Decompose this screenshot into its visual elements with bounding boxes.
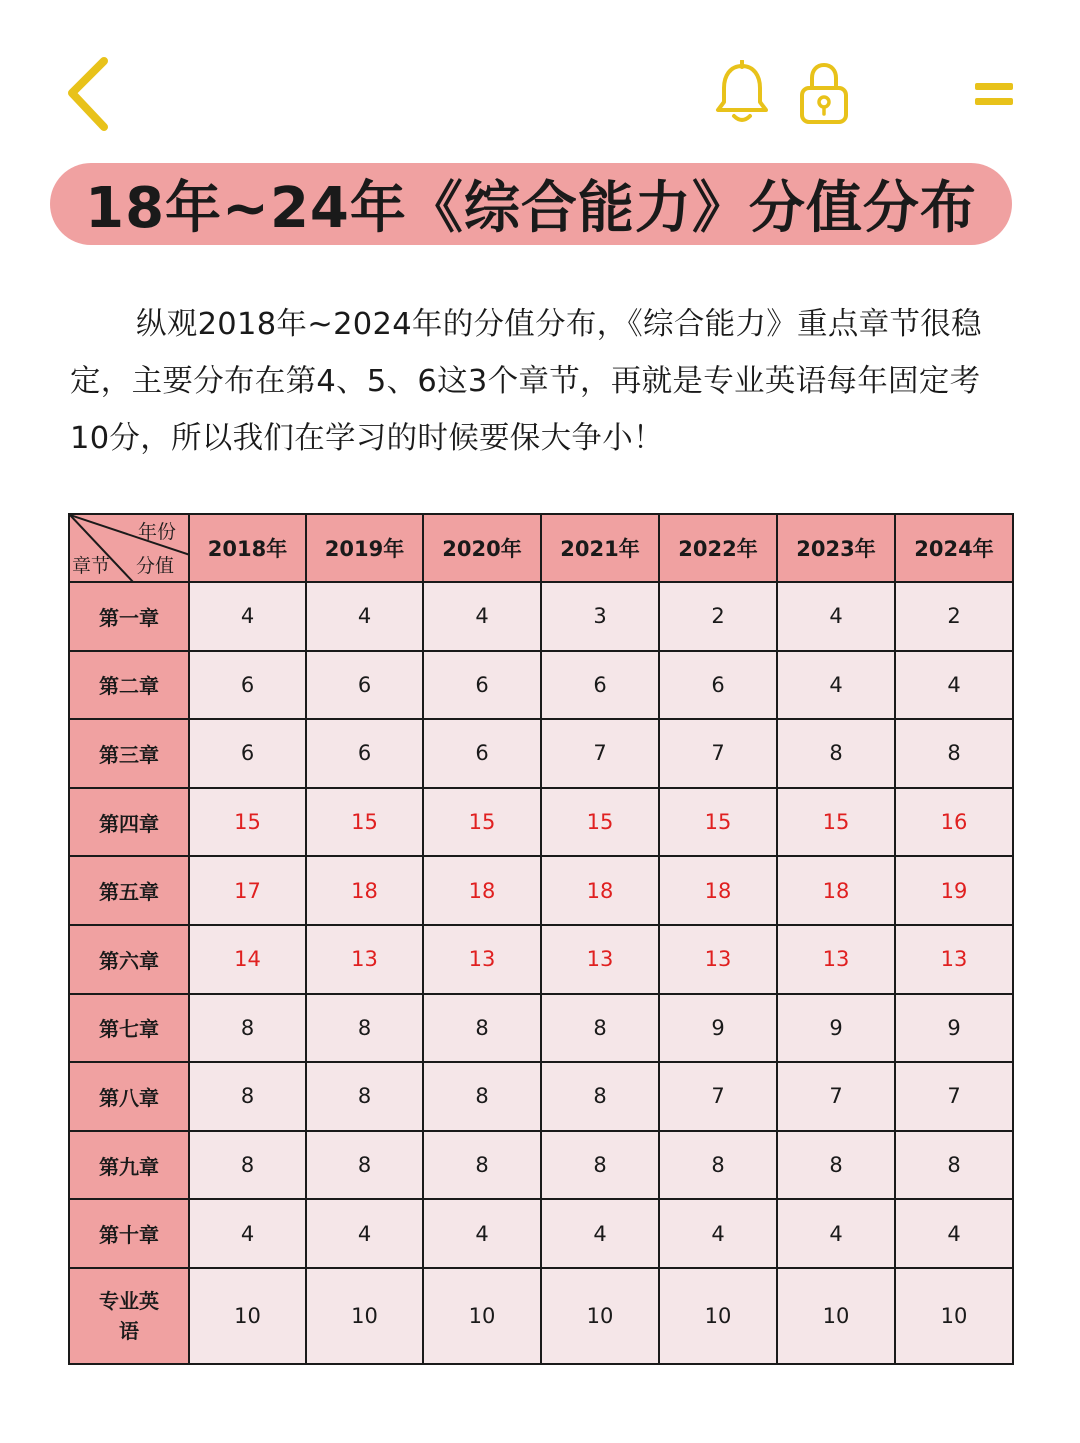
menu-icon-bar <box>975 98 1013 105</box>
score-cell: 10 <box>306 1268 423 1364</box>
page-title: 18年~24年《综合能力》分值分布 <box>85 176 977 241</box>
score-cell: 14 <box>189 925 306 994</box>
table-row <box>69 582 1013 651</box>
menu-button[interactable] <box>970 78 1018 112</box>
corner-label-chapter: 章节 <box>72 555 111 577</box>
score-cell: 7 <box>895 1062 1013 1131</box>
year-header-cell: 2021年 <box>541 514 659 582</box>
table-row <box>69 1199 1013 1268</box>
score-cell: 10 <box>189 1268 306 1364</box>
chapter-label-cell: 第七章 <box>69 994 189 1063</box>
score-cell: 6 <box>306 651 423 720</box>
score-cell: 8 <box>423 1131 541 1200</box>
score-cell: 8 <box>895 1131 1013 1200</box>
score-cell: 8 <box>306 1131 423 1200</box>
score-cell: 18 <box>659 856 777 925</box>
score-cell: 4 <box>423 582 541 651</box>
corner-label-year: 年份 <box>137 521 176 543</box>
corner-label-score: 分值 <box>136 555 175 577</box>
score-cell: 8 <box>189 1131 306 1200</box>
score-cell: 18 <box>541 856 659 925</box>
score-cell: 18 <box>423 856 541 925</box>
table-row <box>69 788 1013 857</box>
chapter-label-cell: 第六章 <box>69 925 189 994</box>
score-cell: 8 <box>541 1062 659 1131</box>
chapter-label-cell: 第十章 <box>69 1199 189 1268</box>
score-cell: 7 <box>659 1062 777 1131</box>
back-button[interactable] <box>62 55 118 135</box>
score-cell: 10 <box>895 1268 1013 1364</box>
score-table-container <box>68 513 1014 1365</box>
score-cell: 7 <box>541 719 659 788</box>
score-cell: 10 <box>541 1268 659 1364</box>
score-cell: 13 <box>541 925 659 994</box>
year-header-cell: 2018年 <box>189 514 306 582</box>
score-cell: 13 <box>306 925 423 994</box>
chapter-label-cell: 第五章 <box>69 856 189 925</box>
score-cell: 4 <box>541 1199 659 1268</box>
score-cell: 10 <box>423 1268 541 1364</box>
page-title-banner <box>50 163 1012 245</box>
table-row <box>69 1062 1013 1131</box>
score-cell: 13 <box>777 925 895 994</box>
intro-paragraph: 纵观2018年~2024年的分值分布，《综合能力》重点章节很稳定，主要分布在第4、5、6这3个章节，再就是专业英语每年固定考10分，所以我们在学习的时候要保大争小！ <box>70 307 982 456</box>
score-cell: 13 <box>895 925 1013 994</box>
score-cell: 7 <box>777 1062 895 1131</box>
lock-icon <box>796 60 852 126</box>
score-cell: 8 <box>306 1062 423 1131</box>
chapter-label-cell: 专业英语 <box>69 1268 189 1364</box>
score-cell: 6 <box>423 719 541 788</box>
score-cell: 6 <box>423 651 541 720</box>
score-cell: 15 <box>306 788 423 857</box>
score-cell: 6 <box>306 719 423 788</box>
score-cell: 2 <box>659 582 777 651</box>
score-cell: 15 <box>189 788 306 857</box>
score-cell: 3 <box>541 582 659 651</box>
score-cell: 7 <box>659 719 777 788</box>
chapter-label-cell: 第四章 <box>69 788 189 857</box>
table-row <box>69 1131 1013 1200</box>
chapter-label-cell: 第二章 <box>69 651 189 720</box>
chapter-label-cell: 第八章 <box>69 1062 189 1131</box>
score-cell: 4 <box>777 1199 895 1268</box>
score-cell: 8 <box>423 1062 541 1131</box>
table-row <box>69 925 1013 994</box>
table-header-row <box>69 514 1013 582</box>
chapter-label-cell: 第一章 <box>69 582 189 651</box>
score-cell: 8 <box>659 1131 777 1200</box>
score-cell: 13 <box>423 925 541 994</box>
score-cell: 4 <box>423 1199 541 1268</box>
score-cell: 8 <box>541 994 659 1063</box>
score-cell: 4 <box>895 1199 1013 1268</box>
table-body <box>69 582 1013 1364</box>
score-cell: 2 <box>895 582 1013 651</box>
score-cell: 8 <box>189 994 306 1063</box>
score-cell: 17 <box>189 856 306 925</box>
top-navigation-bar <box>0 0 1080 150</box>
year-header-cell: 2022年 <box>659 514 777 582</box>
score-cell: 10 <box>777 1268 895 1364</box>
year-header-cell: 2020年 <box>423 514 541 582</box>
notification-button[interactable] <box>712 60 772 126</box>
score-cell: 8 <box>777 1131 895 1200</box>
menu-icon <box>975 83 1013 90</box>
chapter-label-cell: 第九章 <box>69 1131 189 1200</box>
score-distribution-table <box>68 513 1014 1365</box>
score-cell: 6 <box>189 719 306 788</box>
score-cell: 16 <box>895 788 1013 857</box>
table-row <box>69 651 1013 720</box>
score-cell: 9 <box>895 994 1013 1063</box>
score-cell: 19 <box>895 856 1013 925</box>
score-cell: 4 <box>189 1199 306 1268</box>
score-cell: 13 <box>659 925 777 994</box>
score-cell: 6 <box>659 651 777 720</box>
score-cell: 15 <box>777 788 895 857</box>
score-cell: 8 <box>541 1131 659 1200</box>
year-header-cell: 2024年 <box>895 514 1013 582</box>
score-cell: 6 <box>189 651 306 720</box>
score-cell: 4 <box>306 582 423 651</box>
score-cell: 4 <box>895 651 1013 720</box>
score-cell: 4 <box>306 1199 423 1268</box>
score-cell: 4 <box>777 582 895 651</box>
year-header-cell: 2019年 <box>306 514 423 582</box>
score-cell: 15 <box>541 788 659 857</box>
table-row <box>69 719 1013 788</box>
table-row <box>69 856 1013 925</box>
score-cell: 8 <box>895 719 1013 788</box>
score-cell: 18 <box>306 856 423 925</box>
score-cell: 15 <box>659 788 777 857</box>
score-cell: 18 <box>777 856 895 925</box>
score-cell: 6 <box>541 651 659 720</box>
score-cell: 8 <box>423 994 541 1063</box>
score-cell: 15 <box>423 788 541 857</box>
score-cell: 4 <box>777 651 895 720</box>
score-cell: 4 <box>189 582 306 651</box>
bell-icon <box>712 60 772 126</box>
table-row <box>69 1268 1013 1364</box>
score-cell: 9 <box>777 994 895 1063</box>
score-cell: 8 <box>189 1062 306 1131</box>
table-row <box>69 994 1013 1063</box>
score-cell: 8 <box>306 994 423 1063</box>
corner-header-cell <box>69 514 189 582</box>
score-cell: 10 <box>659 1268 777 1364</box>
chevron-left-icon <box>62 55 118 135</box>
chapter-label-cell: 第三章 <box>69 719 189 788</box>
score-cell: 9 <box>659 994 777 1063</box>
score-cell: 4 <box>659 1199 777 1268</box>
year-header-cell: 2023年 <box>777 514 895 582</box>
lock-button[interactable] <box>796 60 852 126</box>
score-cell: 8 <box>777 719 895 788</box>
